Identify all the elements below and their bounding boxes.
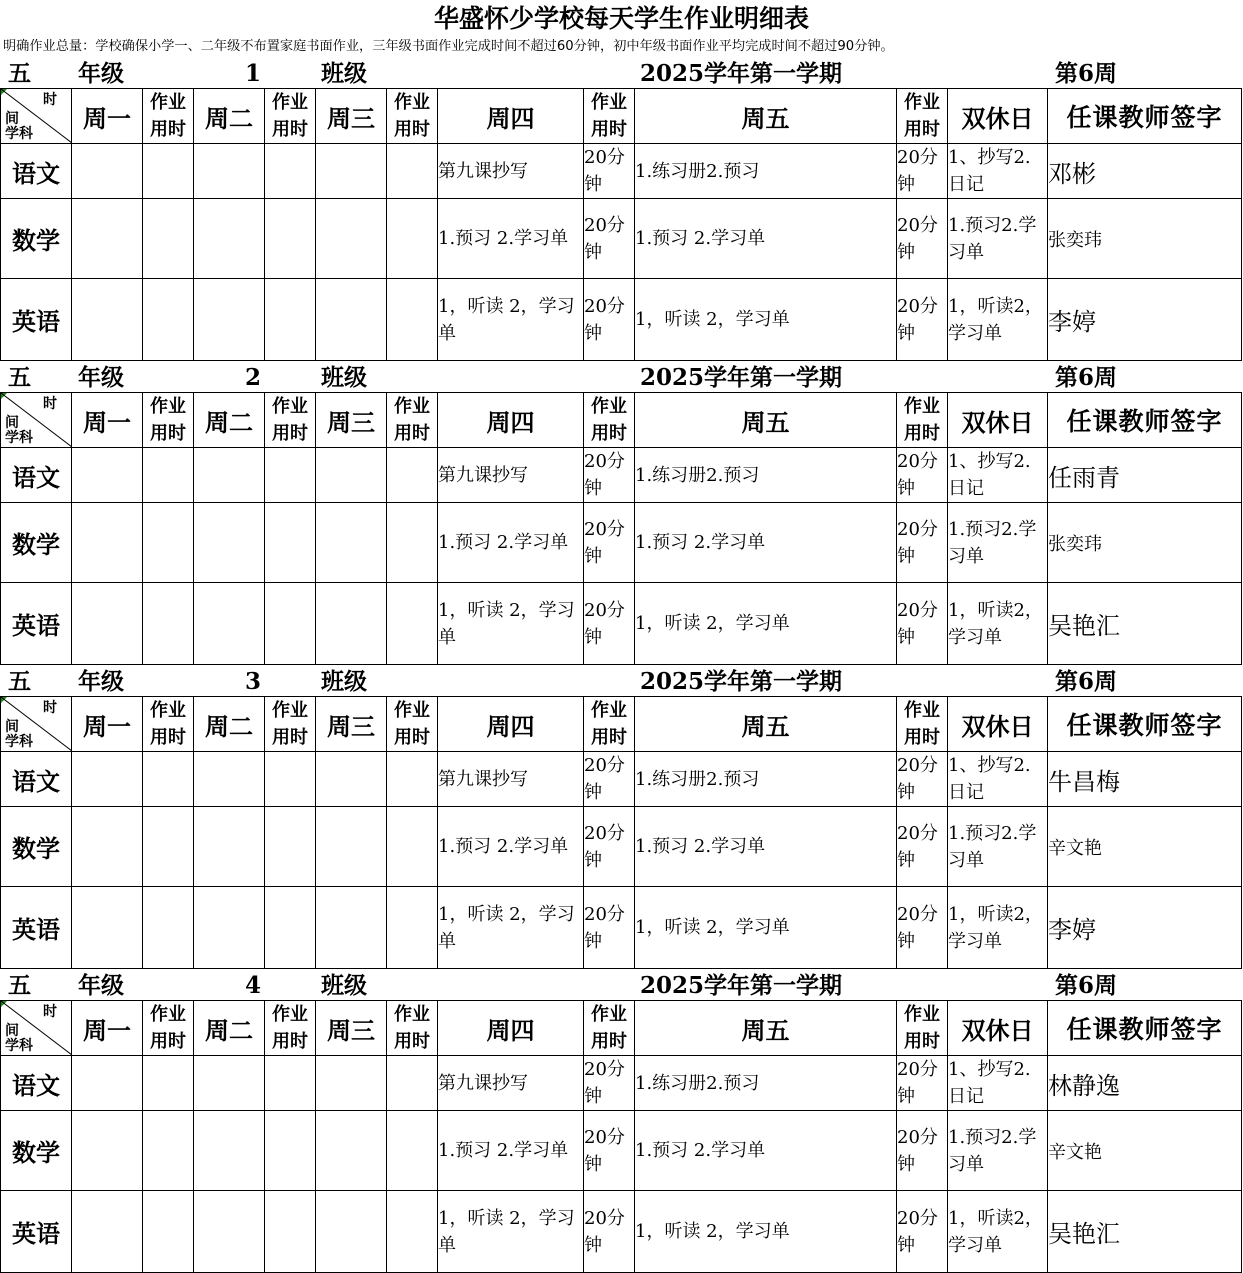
teacher-signature-cell[interactable]: 张奕玮 (1048, 199, 1242, 279)
class-info-row (0, 361, 1243, 392)
fri-time-cell[interactable]: 20分钟 (897, 279, 948, 361)
header-time-col: 作业用时 (897, 393, 948, 448)
fri-time-cell[interactable]: 20分钟 (897, 887, 948, 969)
tue-homework-cell[interactable] (194, 1056, 265, 1111)
mon-time-cell[interactable] (143, 503, 194, 583)
corner-subject-label: 学科 (5, 1038, 33, 1054)
fri-homework-cell[interactable]: 1.预习 2.学习单 (635, 199, 897, 279)
subject-name: 数学 (1, 199, 72, 279)
wed-time-cell[interactable] (387, 1111, 438, 1191)
tue-homework-cell[interactable] (194, 1111, 265, 1191)
subject-row (1, 752, 1242, 807)
header-time-col: 作业用时 (143, 1001, 194, 1056)
header-mon: 周一 (72, 1001, 143, 1056)
homework-table (0, 1000, 1242, 1273)
fri-homework-cell[interactable]: 1.练习册2.预习 (635, 752, 897, 807)
class-block (0, 665, 1243, 969)
fri-homework-cell[interactable]: 1.预习 2.学习单 (635, 1111, 897, 1191)
subject-name: 数学 (1, 807, 72, 887)
grade-value: 五 (8, 364, 31, 391)
mon-time-cell[interactable] (143, 279, 194, 361)
thu-time-cell[interactable]: 20分钟 (584, 1111, 635, 1191)
homework-table (0, 88, 1242, 361)
thu-homework-cell[interactable]: 1，听读 2，学习单 (438, 583, 584, 665)
teacher-signature-cell[interactable]: 邓彬 (1048, 144, 1242, 199)
class-number: 2 (245, 364, 262, 391)
subject-row (1, 1111, 1242, 1191)
subject-name: 英语 (1, 279, 72, 361)
thu-homework-cell[interactable]: 1.预习 2.学习单 (438, 199, 584, 279)
thu-homework-cell[interactable]: 第九课抄写 (438, 144, 584, 199)
class-number: 3 (245, 668, 262, 695)
week-label: 第6周 (1055, 364, 1118, 391)
class-block (0, 361, 1243, 665)
header-time-col: 作业用时 (584, 1001, 635, 1056)
header-tue: 周二 (194, 393, 265, 448)
weekend-homework-cell[interactable]: 1，听读2，学习单 (948, 583, 1048, 665)
header-time-col: 作业用时 (387, 89, 438, 144)
corner-header-cell (1, 1001, 72, 1056)
thu-time-cell[interactable]: 20分钟 (584, 807, 635, 887)
class-block (0, 57, 1243, 361)
corner-header-cell (1, 393, 72, 448)
subject-name: 英语 (1, 583, 72, 665)
homework-policy-note: 明确作业总量：学校确保小学一、二年级不布置家庭书面作业，三年级书面作业完成时间不超过60分钟，初中年级书面作业平均完成时间不超过90分钟。 (3, 39, 894, 54)
wed-time-cell[interactable] (387, 583, 438, 665)
grade-value: 五 (8, 972, 31, 999)
class-label: 班级 (321, 60, 367, 87)
corner-header-cell (1, 697, 72, 752)
corner-time-label: 时 (43, 396, 57, 412)
tue-homework-cell[interactable] (194, 752, 265, 807)
header-row (1, 697, 1242, 752)
teacher-signature-cell[interactable]: 任雨青 (1048, 448, 1242, 503)
term-label: 2025学年第一学期 (640, 668, 843, 695)
thu-homework-cell[interactable]: 第九课抄写 (438, 1056, 584, 1111)
wed-homework-cell[interactable] (316, 887, 387, 969)
class-info-row (0, 665, 1243, 696)
subject-row (1, 807, 1242, 887)
tue-time-cell[interactable] (265, 199, 316, 279)
header-row (1, 1001, 1242, 1056)
teacher-signature-cell[interactable]: 李婷 (1048, 887, 1242, 969)
tue-time-cell[interactable] (265, 1191, 316, 1273)
tue-homework-cell[interactable] (194, 503, 265, 583)
header-fri: 周五 (635, 393, 897, 448)
tue-time-cell[interactable] (265, 448, 316, 503)
fri-homework-cell[interactable]: 1，听读 2，学习单 (635, 583, 897, 665)
teacher-signature-cell[interactable]: 牛昌梅 (1048, 752, 1242, 807)
tue-homework-cell[interactable] (194, 279, 265, 361)
wed-time-cell[interactable] (387, 199, 438, 279)
mon-time-cell[interactable] (143, 887, 194, 969)
subject-name: 英语 (1, 1191, 72, 1273)
teacher-signature-cell[interactable]: 李婷 (1048, 279, 1242, 361)
corner-jian-label: 间 (5, 415, 19, 431)
class-label: 班级 (321, 972, 367, 999)
fri-time-cell[interactable]: 20分钟 (897, 1111, 948, 1191)
header-weekend: 双休日 (948, 697, 1048, 752)
wed-homework-cell[interactable] (316, 144, 387, 199)
corner-subject-label: 学科 (5, 126, 33, 142)
subject-name: 数学 (1, 503, 72, 583)
header-tue: 周二 (194, 1001, 265, 1056)
thu-time-cell[interactable]: 20分钟 (584, 144, 635, 199)
thu-time-cell[interactable]: 20分钟 (584, 583, 635, 665)
grade-label: 年级 (78, 60, 124, 87)
subject-row (1, 583, 1242, 665)
class-info-row (0, 969, 1243, 1000)
header-time-col: 作业用时 (143, 697, 194, 752)
wed-homework-cell[interactable] (316, 503, 387, 583)
subject-row (1, 279, 1242, 361)
wed-time-cell[interactable] (387, 448, 438, 503)
tue-time-cell[interactable] (265, 752, 316, 807)
subject-name: 语文 (1, 448, 72, 503)
header-wed: 周三 (316, 1001, 387, 1056)
mon-homework-cell[interactable] (72, 1191, 143, 1273)
term-label: 2025学年第一学期 (640, 60, 843, 87)
corner-time-label: 时 (43, 92, 57, 108)
thu-time-cell[interactable]: 20分钟 (584, 887, 635, 969)
fri-time-cell[interactable]: 20分钟 (897, 752, 948, 807)
header-mon: 周一 (72, 393, 143, 448)
mon-time-cell[interactable] (143, 1111, 194, 1191)
tue-time-cell[interactable] (265, 1111, 316, 1191)
weekend-homework-cell[interactable]: 1.预习2.学习单 (948, 807, 1048, 887)
fri-time-cell[interactable]: 20分钟 (897, 503, 948, 583)
subject-row (1, 887, 1242, 969)
mon-homework-cell[interactable] (72, 752, 143, 807)
corner-time-label: 时 (43, 700, 57, 716)
header-wed: 周三 (316, 393, 387, 448)
thu-time-cell[interactable]: 20分钟 (584, 503, 635, 583)
fri-homework-cell[interactable]: 1.练习册2.预习 (635, 1056, 897, 1111)
tue-time-cell[interactable] (265, 583, 316, 665)
header-time-col: 作业用时 (265, 393, 316, 448)
header-row (1, 393, 1242, 448)
class-number: 4 (245, 972, 262, 999)
thu-homework-cell[interactable]: 1.预习 2.学习单 (438, 1111, 584, 1191)
header-thu: 周四 (438, 393, 584, 448)
corner-time-label: 时 (43, 1004, 57, 1020)
header-time-col: 作业用时 (897, 697, 948, 752)
header-tue: 周二 (194, 89, 265, 144)
header-time-col: 作业用时 (897, 89, 948, 144)
header-time-col: 作业用时 (584, 393, 635, 448)
term-label: 2025学年第一学期 (640, 972, 843, 999)
header-time-col: 作业用时 (897, 1001, 948, 1056)
mon-time-cell[interactable] (143, 807, 194, 887)
wed-homework-cell[interactable] (316, 1111, 387, 1191)
weekend-homework-cell[interactable]: 1.预习2.学习单 (948, 503, 1048, 583)
fri-homework-cell[interactable]: 1.预习 2.学习单 (635, 503, 897, 583)
header-wed: 周三 (316, 89, 387, 144)
wed-time-cell[interactable] (387, 144, 438, 199)
thu-time-cell[interactable]: 20分钟 (584, 199, 635, 279)
header-row (1, 89, 1242, 144)
teacher-signature-cell[interactable]: 张奕玮 (1048, 503, 1242, 583)
header-fri: 周五 (635, 89, 897, 144)
subject-row (1, 503, 1242, 583)
header-time-col: 作业用时 (143, 393, 194, 448)
fri-time-cell[interactable]: 20分钟 (897, 1191, 948, 1273)
header-thu: 周四 (438, 697, 584, 752)
header-teacher-signature: 任课教师签字 (1048, 393, 1242, 448)
header-time-col: 作业用时 (143, 89, 194, 144)
weekend-homework-cell[interactable]: 1，听读2，学习单 (948, 279, 1048, 361)
grade-label: 年级 (78, 668, 124, 695)
mon-time-cell[interactable] (143, 1191, 194, 1273)
fri-time-cell[interactable]: 20分钟 (897, 144, 948, 199)
subject-row (1, 144, 1242, 199)
tue-homework-cell[interactable] (194, 144, 265, 199)
mon-homework-cell[interactable] (72, 887, 143, 969)
tue-time-cell[interactable] (265, 1056, 316, 1111)
weekend-homework-cell[interactable]: 1，听读2，学习单 (948, 887, 1048, 969)
header-mon: 周一 (72, 89, 143, 144)
thu-homework-cell[interactable]: 1，听读 2，学习单 (438, 1191, 584, 1273)
wed-homework-cell[interactable] (316, 752, 387, 807)
subject-name: 语文 (1, 752, 72, 807)
class-block (0, 969, 1243, 1273)
header-teacher-signature: 任课教师签字 (1048, 89, 1242, 144)
header-wed: 周三 (316, 697, 387, 752)
homework-table (0, 392, 1242, 665)
wed-homework-cell[interactable] (316, 807, 387, 887)
thu-time-cell[interactable]: 20分钟 (584, 448, 635, 503)
week-label: 第6周 (1055, 972, 1118, 999)
weekend-homework-cell[interactable]: 1.预习2.学习单 (948, 1111, 1048, 1191)
thu-homework-cell[interactable]: 1.预习 2.学习单 (438, 807, 584, 887)
thu-homework-cell[interactable]: 1，听读 2，学习单 (438, 279, 584, 361)
weekend-homework-cell[interactable]: 1、抄写2.日记 (948, 752, 1048, 807)
subject-name: 英语 (1, 887, 72, 969)
fri-time-cell[interactable]: 20分钟 (897, 583, 948, 665)
fri-homework-cell[interactable]: 1，听读 2，学习单 (635, 887, 897, 969)
fri-time-cell[interactable]: 20分钟 (897, 1056, 948, 1111)
week-label: 第6周 (1055, 668, 1118, 695)
wed-time-cell[interactable] (387, 1056, 438, 1111)
header-fri: 周五 (635, 697, 897, 752)
mon-time-cell[interactable] (143, 448, 194, 503)
thu-time-cell[interactable]: 20分钟 (584, 1191, 635, 1273)
grade-value: 五 (8, 60, 31, 87)
weekend-homework-cell[interactable]: 1、抄写2.日记 (948, 1056, 1048, 1111)
weekend-homework-cell[interactable]: 1、抄写2.日记 (948, 144, 1048, 199)
mon-homework-cell[interactable] (72, 583, 143, 665)
grade-label: 年级 (78, 972, 124, 999)
fri-homework-cell[interactable]: 1.预习 2.学习单 (635, 807, 897, 887)
subject-name: 语文 (1, 1056, 72, 1111)
subject-row (1, 1191, 1242, 1273)
thu-homework-cell[interactable]: 1，听读 2，学习单 (438, 887, 584, 969)
wed-time-cell[interactable] (387, 752, 438, 807)
tue-time-cell[interactable] (265, 144, 316, 199)
mon-homework-cell[interactable] (72, 448, 143, 503)
header-time-col: 作业用时 (265, 697, 316, 752)
header-weekend: 双休日 (948, 393, 1048, 448)
tue-time-cell[interactable] (265, 279, 316, 361)
tue-homework-cell[interactable] (194, 887, 265, 969)
tue-time-cell[interactable] (265, 503, 316, 583)
grade-value: 五 (8, 668, 31, 695)
corner-jian-label: 间 (5, 1023, 19, 1039)
header-weekend: 双休日 (948, 1001, 1048, 1056)
header-teacher-signature: 任课教师签字 (1048, 1001, 1242, 1056)
header-time-col: 作业用时 (584, 697, 635, 752)
mon-homework-cell[interactable] (72, 144, 143, 199)
tue-time-cell[interactable] (265, 887, 316, 969)
mon-time-cell[interactable] (143, 144, 194, 199)
weekend-homework-cell[interactable]: 1，听读2，学习单 (948, 1191, 1048, 1273)
tue-homework-cell[interactable] (194, 807, 265, 887)
mon-time-cell[interactable] (143, 752, 194, 807)
header-thu: 周四 (438, 1001, 584, 1056)
teacher-signature-cell[interactable]: 吴艳汇 (1048, 583, 1242, 665)
header-time-col: 作业用时 (387, 1001, 438, 1056)
teacher-signature-cell[interactable]: 辛文艳 (1048, 807, 1242, 887)
header-weekend: 双休日 (948, 89, 1048, 144)
wed-homework-cell[interactable] (316, 448, 387, 503)
thu-homework-cell[interactable]: 第九课抄写 (438, 448, 584, 503)
header-time-col: 作业用时 (387, 697, 438, 752)
tue-homework-cell[interactable] (194, 448, 265, 503)
subject-row (1, 448, 1242, 503)
week-label: 第6周 (1055, 60, 1118, 87)
mon-time-cell[interactable] (143, 1056, 194, 1111)
sheet-title: 华盛怀少学校每天学生作业明细表 (433, 4, 809, 33)
thu-time-cell[interactable]: 20分钟 (584, 752, 635, 807)
fri-homework-cell[interactable]: 1，听读 2，学习单 (635, 279, 897, 361)
thu-homework-cell[interactable]: 1.预习 2.学习单 (438, 503, 584, 583)
homework-table (0, 696, 1242, 969)
wed-time-cell[interactable] (387, 503, 438, 583)
teacher-signature-cell[interactable]: 林静逸 (1048, 1056, 1242, 1111)
fri-time-cell[interactable]: 20分钟 (897, 807, 948, 887)
subject-name: 语文 (1, 144, 72, 199)
wed-time-cell[interactable] (387, 1191, 438, 1273)
class-number: 1 (245, 60, 262, 87)
fri-time-cell[interactable]: 20分钟 (897, 199, 948, 279)
corner-subject-label: 学科 (5, 430, 33, 446)
wed-homework-cell[interactable] (316, 583, 387, 665)
header-fri: 周五 (635, 1001, 897, 1056)
mon-homework-cell[interactable] (72, 279, 143, 361)
header-time-col: 作业用时 (387, 393, 438, 448)
weekend-homework-cell[interactable]: 1、抄写2.日记 (948, 448, 1048, 503)
teacher-signature-cell[interactable]: 吴艳汇 (1048, 1191, 1242, 1273)
teacher-signature-cell[interactable]: 辛文艳 (1048, 1111, 1242, 1191)
tue-homework-cell[interactable] (194, 583, 265, 665)
corner-header-cell (1, 89, 72, 144)
class-info-row (0, 57, 1243, 88)
tue-time-cell[interactable] (265, 807, 316, 887)
tue-homework-cell[interactable] (194, 1191, 265, 1273)
header-teacher-signature: 任课教师签字 (1048, 697, 1242, 752)
corner-jian-label: 间 (5, 111, 19, 127)
term-label: 2025学年第一学期 (640, 364, 843, 391)
mon-time-cell[interactable] (143, 199, 194, 279)
thu-time-cell[interactable]: 20分钟 (584, 279, 635, 361)
wed-homework-cell[interactable] (316, 1056, 387, 1111)
fri-time-cell[interactable]: 20分钟 (897, 448, 948, 503)
grade-label: 年级 (78, 364, 124, 391)
fri-homework-cell[interactable]: 1.练习册2.预习 (635, 448, 897, 503)
fri-homework-cell[interactable]: 1，听读 2，学习单 (635, 1191, 897, 1273)
header-thu: 周四 (438, 89, 584, 144)
mon-homework-cell[interactable] (72, 1111, 143, 1191)
header-tue: 周二 (194, 697, 265, 752)
mon-time-cell[interactable] (143, 583, 194, 665)
subject-row (1, 1056, 1242, 1111)
mon-homework-cell[interactable] (72, 199, 143, 279)
header-time-col: 作业用时 (584, 89, 635, 144)
mon-homework-cell[interactable] (72, 503, 143, 583)
wed-time-cell[interactable] (387, 887, 438, 969)
corner-subject-label: 学科 (5, 734, 33, 750)
thu-homework-cell[interactable]: 第九课抄写 (438, 752, 584, 807)
header-time-col: 作业用时 (265, 1001, 316, 1056)
mon-homework-cell[interactable] (72, 1056, 143, 1111)
subject-row (1, 199, 1242, 279)
wed-time-cell[interactable] (387, 807, 438, 887)
wed-time-cell[interactable] (387, 279, 438, 361)
tue-homework-cell[interactable] (194, 199, 265, 279)
header-time-col: 作业用时 (265, 89, 316, 144)
mon-homework-cell[interactable] (72, 807, 143, 887)
thu-time-cell[interactable]: 20分钟 (584, 1056, 635, 1111)
corner-jian-label: 间 (5, 719, 19, 735)
subject-name: 数学 (1, 1111, 72, 1191)
weekend-homework-cell[interactable]: 1.预习2.学习单 (948, 199, 1048, 279)
class-label: 班级 (321, 364, 367, 391)
wed-homework-cell[interactable] (316, 1191, 387, 1273)
class-label: 班级 (321, 668, 367, 695)
wed-homework-cell[interactable] (316, 279, 387, 361)
wed-homework-cell[interactable] (316, 199, 387, 279)
header-mon: 周一 (72, 697, 143, 752)
fri-homework-cell[interactable]: 1.练习册2.预习 (635, 144, 897, 199)
